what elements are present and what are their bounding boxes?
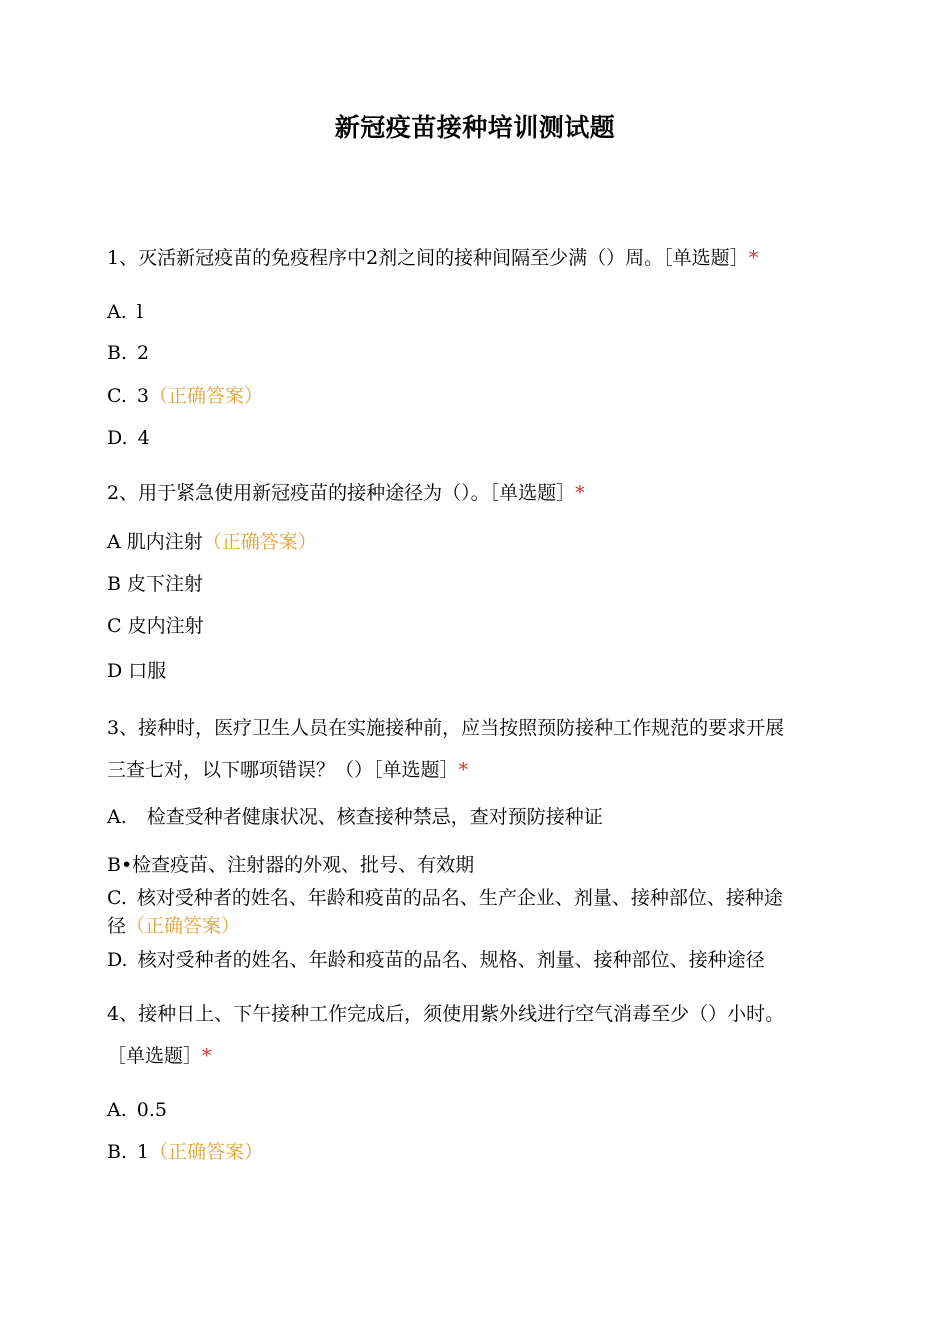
- option-row: [107, 884, 783, 912]
- option-prefix: B: [107, 573, 121, 595]
- option-prefix: C.: [107, 887, 127, 909]
- option-prefix: B.: [107, 342, 128, 364]
- option-prefix: D.: [107, 427, 128, 449]
- option-row: [107, 946, 765, 974]
- option-text: 径: [107, 915, 127, 937]
- option-text: 核对受种者的姓名、年龄和疫苗的品名、生产企业、剂量、接种部位、接种途: [136, 887, 783, 909]
- option-prefix: A: [107, 531, 121, 553]
- option-row: [107, 1096, 167, 1124]
- option-row: [107, 528, 317, 556]
- question-4-text: [107, 1000, 784, 1028]
- question-text-line: ［单选题］: [107, 1045, 203, 1067]
- correct-answer-label: （正确答案）: [202, 531, 317, 553]
- option-row: [107, 657, 166, 685]
- option-prefix: B.: [107, 1141, 128, 1163]
- option-prefix: B•: [107, 854, 133, 876]
- option-text: 4: [137, 427, 150, 449]
- option-row: [107, 803, 603, 831]
- option-row: [107, 382, 263, 410]
- question-text-line: 三查七对，以下哪项错误？（）［单选题］: [107, 759, 459, 781]
- option-prefix: A.: [107, 301, 127, 323]
- question-text-line: 2、用于紧急使用新冠疫苗的接种途径为（）。［单选题］: [107, 482, 576, 504]
- option-text: 2: [137, 342, 150, 364]
- option-row: [107, 1138, 263, 1166]
- option-prefix: A.: [107, 806, 127, 828]
- option-text: 皮下注射: [127, 573, 204, 595]
- question-3-text: [107, 714, 784, 742]
- option-text: 皮内注射: [127, 615, 204, 637]
- correct-answer-label: （正确答案）: [149, 1141, 264, 1163]
- option-prefix: C: [107, 615, 122, 637]
- question-4-text-cont: [107, 1042, 212, 1070]
- option-row: [107, 298, 143, 326]
- option-row-cont: [107, 912, 240, 940]
- question-text-line: 3、接种时，医疗卫生人员在实施接种前，应当按照预防接种工作规范的要求开展: [107, 717, 785, 739]
- option-text: 检查疫苗、注射器的外观、批号、有效期: [132, 854, 475, 876]
- option-text: 0.5: [136, 1099, 167, 1121]
- option-text: 肌内注射: [126, 531, 203, 553]
- question-text-line: 1、灭活新冠疫苗的免疫程序中2剂之间的接种间隔至少满（）周。［单选题］: [107, 247, 749, 269]
- option-prefix: D: [107, 660, 123, 682]
- option-row: [107, 339, 149, 367]
- option-row: [107, 570, 203, 598]
- question-1-text: [107, 244, 758, 272]
- question-2-text: [107, 479, 585, 507]
- option-prefix: A.: [107, 1099, 127, 1121]
- required-mark: *: [202, 1045, 212, 1067]
- option-text: 口服: [128, 660, 167, 682]
- required-mark: *: [748, 247, 759, 269]
- option-text: 3: [136, 385, 149, 407]
- question-3-text-cont: [107, 756, 468, 784]
- option-text: 检查受种者健康状况、核查接种禁忌，查对预防接种证: [146, 806, 603, 828]
- option-text: l: [136, 301, 143, 323]
- page-title: 新冠疫苗接种培训测试题: [334, 113, 616, 142]
- option-row: [107, 612, 204, 640]
- correct-answer-label: （正确答案）: [149, 385, 264, 407]
- option-prefix: C.: [107, 385, 127, 407]
- option-prefix: D.: [107, 949, 128, 971]
- option-row: [107, 851, 474, 879]
- question-text-line: 4、接种日上、下午接种工作完成后，须使用紫外线进行空气消毒至少（）小时。: [107, 1003, 785, 1025]
- option-text: 1: [137, 1141, 150, 1163]
- required-mark: *: [575, 482, 585, 504]
- correct-answer-label: （正确答案）: [126, 915, 241, 937]
- required-mark: *: [458, 759, 469, 781]
- option-text: 核对受种者的姓名、年龄和疫苗的品名、规格、剂量、接种部位、接种途径: [137, 949, 765, 971]
- option-row: [107, 424, 150, 452]
